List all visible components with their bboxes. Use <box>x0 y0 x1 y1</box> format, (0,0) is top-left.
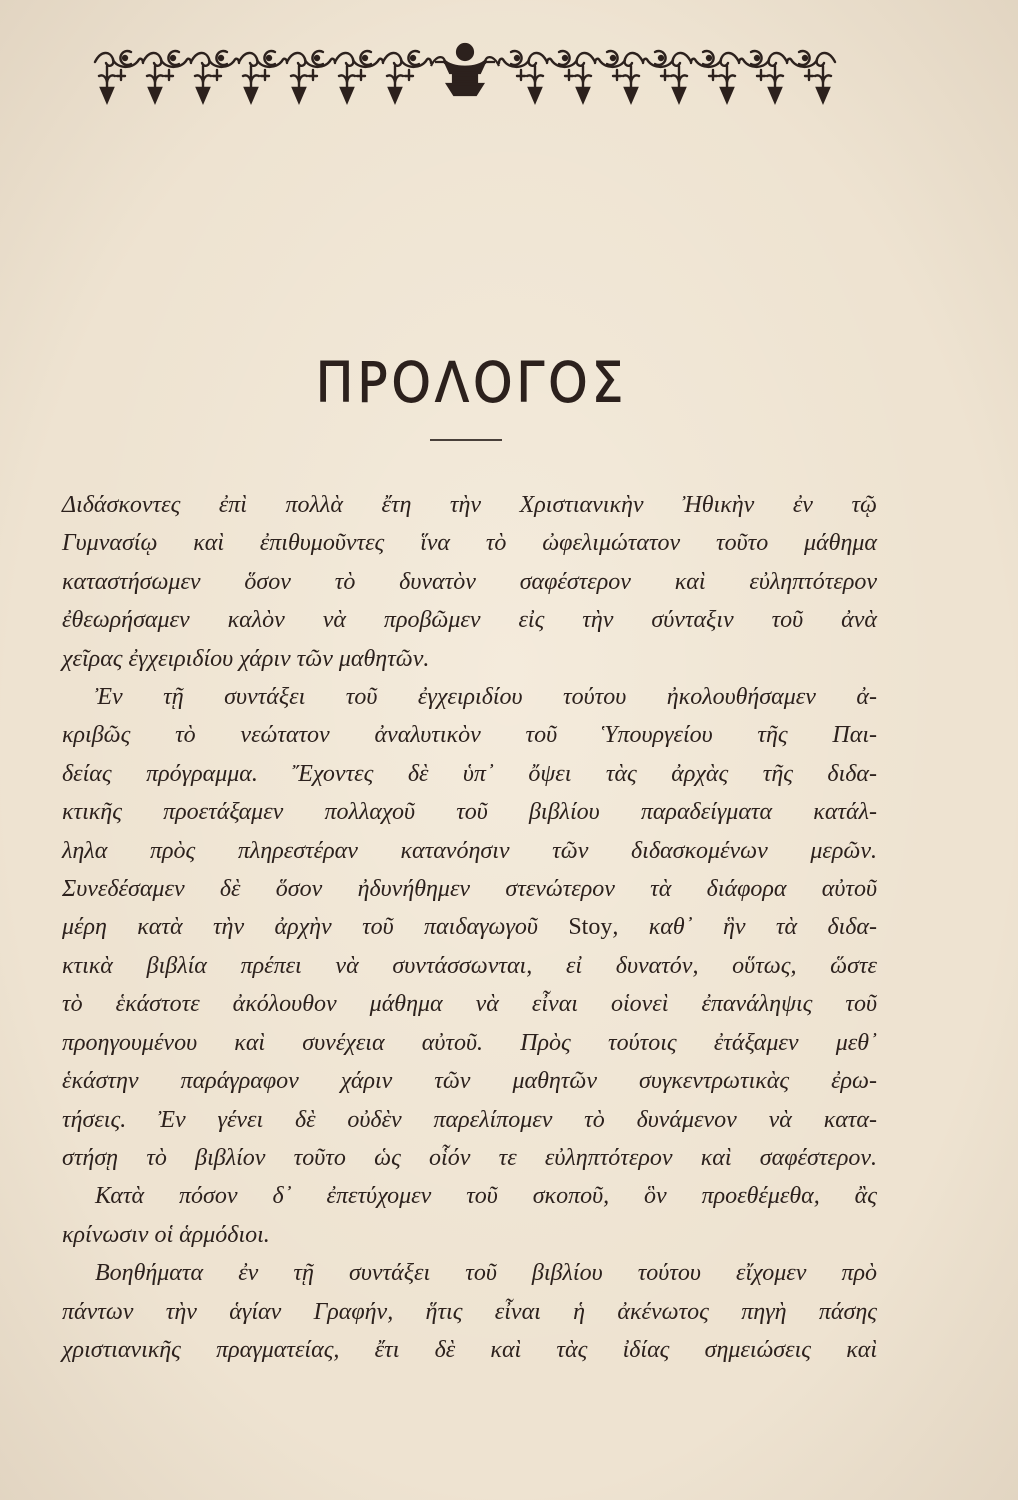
ornament-unit <box>383 51 431 102</box>
text-line: τὸ ἑκάστοτε ἀκόλουθον μάθημα νὰ εἶναι οἱονεὶ ἐπανάληψις τοῦ <box>62 991 877 1018</box>
ornament-center-figure-icon <box>431 44 499 95</box>
text-line: Βοηθήματα ἐν τῇ συντάξει τοῦ βιβλίου τούτου εἴχομεν πρὸ <box>95 1260 877 1287</box>
text-line: δείας πρόγραμμα. Ἔχοντες δὲ ὑπ᾽ ὄψει τὰς ἀρχὰς τῆς διδα- <box>62 760 877 787</box>
ornament-right-half <box>499 51 835 102</box>
paragraph <box>62 1254 877 1369</box>
text-line: Συνεδέσαμεν δὲ ὅσον ἠδυνήθημεν στενώτερον τὰ διάφορα αὐτοῦ <box>62 876 877 903</box>
text-line: χριστιανικῆς πραγματείας, ἔτι δὲ καὶ τὰς ἰδίας σημειώσεις καὶ <box>62 1336 877 1363</box>
ornament-unit <box>143 51 191 102</box>
text-line: Ἐν τῇ συντάξει τοῦ ἐγχειριδίου τούτου ἠκολουθήσαμεν ἀ- <box>95 684 877 711</box>
text-line: χεῖρας ἐγχειριδίου χάριν τῶν μαθητῶν. <box>62 645 430 672</box>
ornamental-header-band-icon <box>90 38 840 110</box>
text-line: Γυμνασίῳ καὶ ἐπιθυμοῦντες ἵνα τὸ ὠφελιμώτατον τοῦτο μάθημα <box>62 530 877 557</box>
text-line: προηγουμένου καὶ συνέχεια αὐτοῦ. Πρὸς τούτοις ἐτάξαμεν μεθ᾽ <box>62 1029 877 1056</box>
paragraph <box>62 678 877 1177</box>
paragraph <box>62 486 877 678</box>
ornament-unit <box>335 51 383 102</box>
ornament-unit <box>287 51 335 102</box>
ornament-unit <box>547 51 595 102</box>
ornament-unit <box>499 51 547 102</box>
text-line: ἑκάστην παράγραφον χάριν τῶν μαθητῶν συγκεντρωτικὰς ἐρω- <box>62 1068 877 1095</box>
ornament-unit <box>95 51 143 102</box>
text-line: κτικῆς προετάξαμεν πολλαχοῦ τοῦ βιβλίου παραδείγματα κατάλ- <box>62 799 877 826</box>
text-line: κρίνωσιν οἱ ἁρμόδιοι. <box>62 1221 270 1248</box>
text-line: στήσῃ τὸ βιβλίον τοῦτο ὡς οἷόν τε εὐληπτότερον καὶ σαφέστερον. <box>62 1144 877 1171</box>
paragraph <box>62 1177 877 1254</box>
ornament-unit <box>595 51 643 102</box>
author-name: Stoy <box>568 914 613 941</box>
text-segment: μέρη κατὰ τὴν ἀρχὴν τοῦ παιδαγωγοῦ <box>62 914 569 941</box>
ornament-unit <box>691 51 739 102</box>
text-line: ληλα πρὸς πληρεστέραν κατανόησιν τῶν διδασκομένων μερῶν. <box>62 837 877 864</box>
text-line: κριβῶς τὸ νεώτατον ἀναλυτικὸν τοῦ Ὑπουργείου τῆς Παι- <box>62 722 877 749</box>
text-line: καταστήσωμεν ὅσον τὸ δυνατὸν σαφέστερον καὶ εὐληπτότερον <box>62 568 877 595</box>
body-text <box>62 486 877 1369</box>
text-line <box>62 908 877 946</box>
ornament-unit <box>643 51 691 102</box>
ornament-unit <box>787 51 835 102</box>
title-divider <box>430 439 502 441</box>
ornament-unit <box>191 51 239 102</box>
text-line: Κατὰ πόσον δ᾽ ἐπετύχομεν τοῦ σκοποῦ, ὃν προεθέμεθα, ἂς <box>95 1183 877 1210</box>
text-line: τήσεις. Ἐν γένει δὲ οὐδὲν παρελίπομεν τὸ δυνάμενον νὰ κατα- <box>62 1106 877 1133</box>
text-line: πάντων τὴν ἁγίαν Γραφήν, ἥτις εἶναι ἡ ἀκένωτος πηγὴ πάσης <box>62 1298 877 1325</box>
ornament-unit <box>739 51 787 102</box>
ornament-unit <box>239 51 287 102</box>
page-title: ΠΡΟΛΟΓΟΣ <box>315 350 628 415</box>
text-line: Διδάσκοντες ἐπὶ πολλὰ ἔτη τὴν Χριστιανικὴν Ἠθικὴν ἐν τῷ <box>62 492 877 518</box>
text-line: ἐθεωρήσαμεν καλὸν νὰ προβῶμεν εἰς τὴν σύνταξιν τοῦ ἀνὰ <box>62 607 877 634</box>
text-line: κτικὰ βιβλία πρέπει νὰ συντάσσωνται, εἰ δυνατόν, οὕτως, ὥστε <box>62 952 877 979</box>
ornament-left-half <box>95 51 431 102</box>
text-segment: , καθ᾽ ἣν τὰ διδα- <box>612 914 878 941</box>
